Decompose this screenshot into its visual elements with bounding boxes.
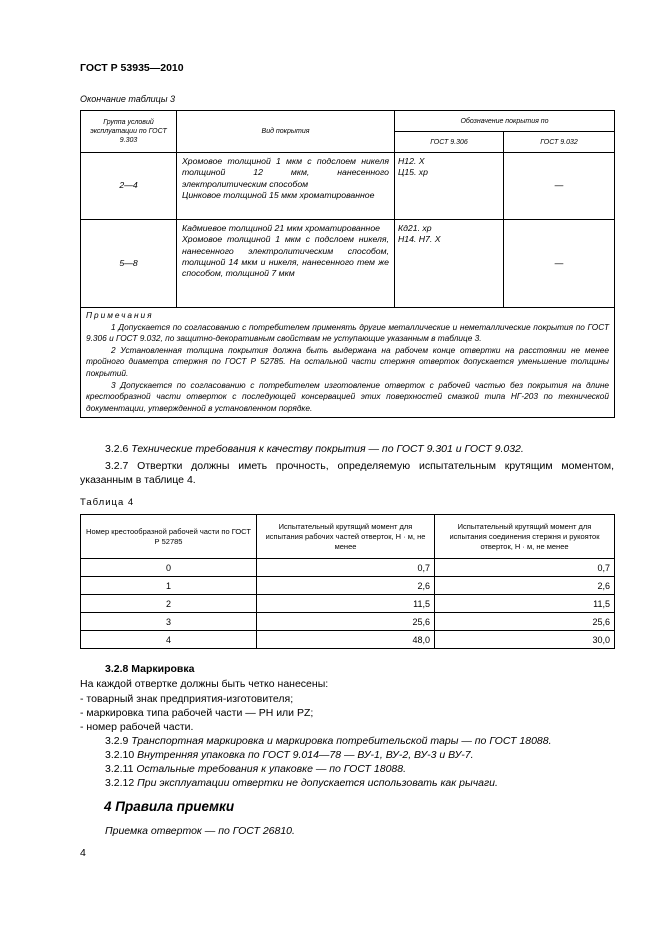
page-number: 4 [80,847,86,859]
table3-notes [81,308,615,418]
note-2: 2 Установленная толщина покрытия должна быть выдержана на рабочем конце отвертки на расстоянии не менее тройного диаметра стержня по ГОСТ Р 52785. На остальной части стержня отверток допускается уменьшение толщины покрытий. [86,344,610,378]
header-designation: Обозначение покрытия по [395,111,615,132]
designation-line: Ц15. хр [398,167,428,178]
table-row [81,559,615,577]
marking-title: 3.2.8 Маркировка [105,663,195,675]
cell-torque-joint: 30,0 [435,631,615,649]
cell-torque-joint: 2,6 [435,577,615,595]
clause-text: Остальные требования к упаковке — по ГОСТ 18088. [136,763,407,775]
header-gost-9306: ГОСТ 9.306 [395,132,504,153]
cell-tip-number: 2 [81,595,257,613]
section-4-text: Приемка отверток — по ГОСТ 26810. [105,825,295,837]
cell-kind [177,220,395,308]
paragraph-3-2-7: 3.2.7 Отвертки должны иметь прочность, определяемую испытательным крутящим моментом, указанным в таблице 4. [80,460,614,486]
header-torque-joint: Испытательный крутящий момент для испытания соединения стержня и рукояток отверток, Н · м, не менее [435,515,615,559]
notes-title: Примечания [86,310,154,320]
table-row [81,153,615,220]
table-row [81,613,615,631]
table-4 [80,514,615,649]
cell-group: 2—4 [81,153,177,220]
cell-torque-working: 48,0 [257,631,435,649]
header-tip-number: Номер крестообразной рабочей части по ГОСТ Р 52785 [81,515,257,559]
table4-caption: Таблица 4 [80,497,135,508]
table-row [81,631,615,649]
cell-group: 5—8 [81,220,177,308]
clause-number: 3.2.11 [105,763,137,775]
table-row [81,595,615,613]
cell-kind [177,153,395,220]
header-gost-9032: ГОСТ 9.032 [504,132,615,153]
cell-tip-number: 4 [81,631,257,649]
clause-number: 3.2.10 [105,749,138,761]
cell-torque-working: 25,6 [257,613,435,631]
cell-gost-9032: — [504,153,615,220]
cell-torque-joint: 11,5 [435,595,615,613]
document-code: ГОСТ Р 53935—2010 [80,62,184,74]
cell-torque-working: 2,6 [257,577,435,595]
marking-item-1: - товарный знак предприятия-изготовителя; [80,693,294,705]
header-kind: Вид покрытия [177,111,395,153]
paragraph-3-2-9 [80,734,614,748]
cell-torque-working: 0,7 [257,559,435,577]
section-4-title: 4 Правила приемки [104,799,235,814]
paragraph-3-2-12 [80,776,614,790]
cell-tip-number: 0 [81,559,257,577]
marking-item-3: - номер рабочей части. [80,721,194,733]
table3-caption: Окончание таблицы 3 [80,94,175,104]
marking-intro: На каждой отвертке должны быть четко нанесены: [80,678,329,690]
coating-line: Хромовое толщиной 1 мкм с подслоем никеля толщиной 12 мкм, нанесенного электролитическим способом [182,156,389,189]
note-3: 3 Допускается по согласованию с потребителем изготовление отверток с рабочей частью без покрытия на длине крестообразной части отверток с последующей консервацией этих поверхностей смазкой типа НГ-203 по технической документации, утвержденной в установленном порядке. [86,379,610,413]
clause-number: 3.2.9 [105,735,132,747]
clause-text: Технические требования к качеству покрытия — по ГОСТ 9.301 и ГОСТ 9.032. [131,443,524,455]
table-3 [80,110,615,418]
cell-tip-number: 3 [81,613,257,631]
cell-tip-number: 1 [81,577,257,595]
cell-torque-joint: 0,7 [435,559,615,577]
marking-item-2: - маркировка типа рабочей части — PH или PZ; [80,707,314,719]
clause-number: 3.2.12 [105,777,138,789]
designation-line: Н12. Х [398,156,425,166]
cell-gost-9032: — [504,220,615,308]
designation-line: Кд21. хр [398,223,432,233]
header-torque-working: Испытательный крутящий момент для испытания рабочих частей отверток, Н · м, не менее [257,515,435,559]
table-row [81,220,615,308]
cell-torque-joint: 25,6 [435,613,615,631]
note-1: 1 Допускается по согласованию с потребителем применять другие металлические и неметаллические покрытия по ГОСТ 9.306 и ГОСТ 9.032, по защитно-декоративным свойствам не уступающие указанным в таблице 3. [86,321,610,344]
clause-text: Транспортная маркировка и маркировка потребительской тары — по ГОСТ 18088. [131,735,552,747]
cell-gost-9306 [395,220,504,308]
cell-gost-9306 [395,153,504,220]
coating-line: Кадмиевое толщиной 21 мкм хроматированное [182,223,380,233]
clause-text: Внутренняя упаковка по ГОСТ 9.014—78 — ВУ-1, ВУ-2, ВУ-3 и ВУ-7. [137,749,474,761]
cell-torque-working: 11,5 [257,595,435,613]
clause-text: При эксплуатации отвертки не допускается использовать как рычаги. [137,777,498,789]
table-row [81,577,615,595]
header-group: Группа условий эксплуатации по ГОСТ 9.303 [81,111,177,153]
paragraph-3-2-10 [80,748,614,762]
designation-line: Н14. Н7. Х [398,234,441,245]
clause-number: 3.2.6 [105,443,132,455]
coating-line: Хромовое толщиной 1 мкм с подслоем никеля, нанесенного электролитическим способом, толщиной 14 мкм и никеля, нанесенного тем же способом, толщиной 7 мкм [182,234,389,279]
coating-line: Цинковое толщиной 15 мкм хроматированное [182,189,375,200]
paragraph-3-2-11 [80,762,614,776]
paragraph-3-2-6 [80,442,614,456]
